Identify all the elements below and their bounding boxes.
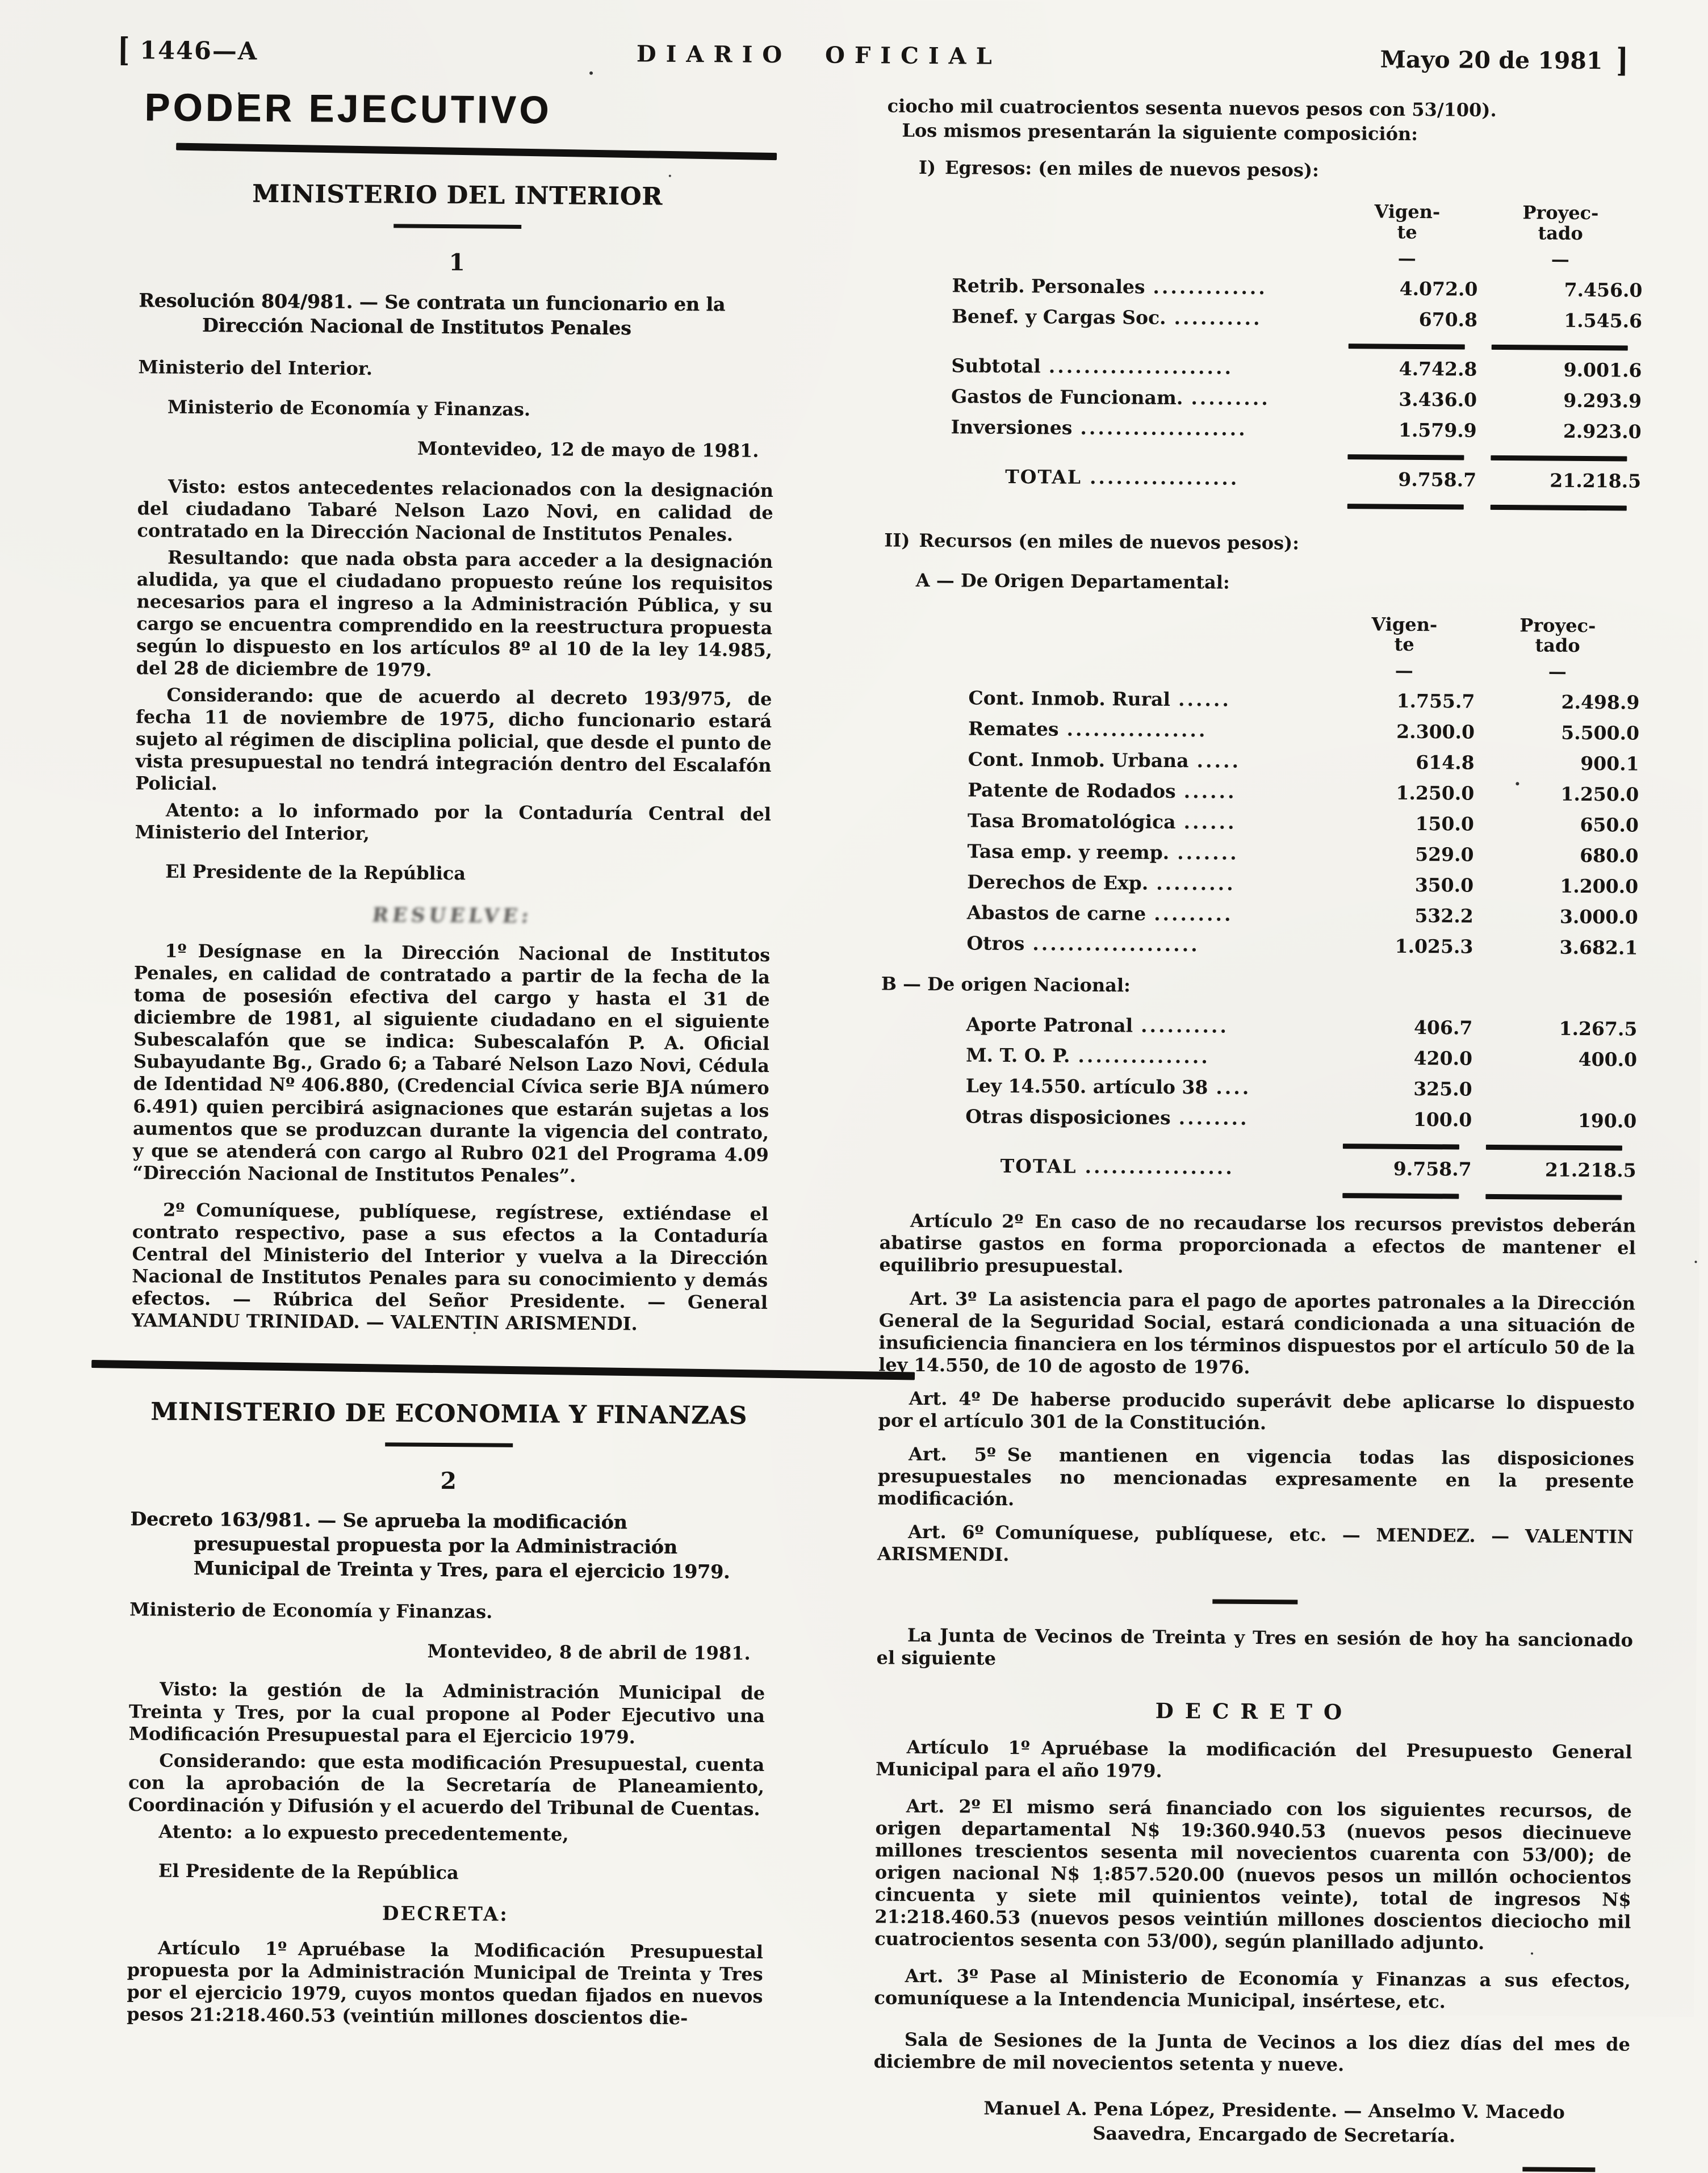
table-row: Aporte Patronal .......... 406.7 1.267.5	[966, 1013, 1638, 1040]
egresos-label: I) Egresos: (en miles de nuevos pesos):	[918, 156, 1319, 181]
right-edge-mark: ]	[1616, 41, 1629, 80]
egresos-table-header	[886, 199, 1643, 271]
table-rule	[885, 500, 1641, 510]
ministry-line: Ministerio de Economía y Finanzas.	[129, 1598, 493, 1623]
dateline: Montevideo, 8 de abril de 1981.	[427, 1640, 751, 1665]
resolution-items	[132, 940, 771, 1336]
junta-article: Art. 2º El mismo será financiado con los siguientes recursos, de origen departamental N$ 19:360.940.53 (nuevos pesos diecinueve millones trescientos sesenta mil novecientos cuarenta con 53/00); de origen nacional N$ 1:857.520.00 (nuevos pesos un millón ochocientos cincuenta y siete mil quinientos veinte), total de ingresos N$ 21:218.460.53 (nuevos pesos veintiún millones doscientos dieciocho mil cuatrocientos sesenta con 53/00), según planillado adjunto.	[874, 1795, 1632, 1954]
recursos-total-row: TOTAL ................. 9.758.7 21.218.5	[1000, 1154, 1636, 1182]
issue-date: Mayo 20 de 1981 ]	[1380, 41, 1629, 80]
right-column	[873, 95, 1643, 2172]
item-number-2: 2	[440, 1467, 457, 1495]
table-rule	[885, 451, 1641, 461]
signature-line: Manuel A. Pena López, Presidente. — Anselmo V. Macedo Saavedra, Encargado de Secretaría.	[983, 2097, 1565, 2147]
table-rule	[880, 1190, 1636, 1200]
ministry-economy-heading: MINISTERIO DE ECONOMIA Y FINANZAS	[150, 1397, 748, 1430]
table-row: Retrib. Personales ............. 4.072.0 7.456.0	[952, 274, 1643, 302]
table-row: Ley 14.550. artículo 38 .... 325.0	[965, 1074, 1472, 1100]
carryover-paragraph: Los mismos presentarán la siguiente composición:	[902, 119, 1418, 145]
body-paragraph: Considerando: que esta modificación Presupuestal, cuenta con la aprobación de la Secretaría de Planeamiento, Coordinación y Difusión y el acuerdo del Tribunal de Cuentas.	[128, 1749, 765, 1820]
article-paragraph: Artículo 1º Apruébase la Modificación Presupuestal propuesta por la Administración Municipal de Treinta y Tres por el ejercicio 1979, cuyos montos quedan fijados en nuevos pesos 21:218.460.53 (veintiún millones doscientos die-	[127, 1937, 764, 2029]
article-paragraph: Art. 5º Se mantienen en vigencia todas las disposiciones presupuestales no mencionadas expresamente en la presente modificación.	[877, 1443, 1635, 1510]
page-number: 1446—A	[139, 36, 258, 66]
left-column	[127, 79, 776, 2030]
egresos-total-row: TOTAL ................. 9.758.7 21.218.5	[1005, 465, 1642, 492]
resolution-headline: Resolución 804/981. — Se contrata un funcionario en la Dirección Nacional de Institutos Penales	[139, 289, 726, 340]
table-row: Derechos de Exp. ......... 350.0 1.200.0	[967, 870, 1639, 898]
table-row: Remates ................ 2.300.0 5.500.0	[968, 717, 1640, 744]
recursos-label: II) Recursos (en miles de nuevos pesos):	[884, 529, 1300, 554]
table-row: Tasa emp. y reemp. ....... 529.0 680.0	[967, 840, 1639, 867]
egresos-rows	[885, 354, 1642, 442]
resuelve-label: RESUELVE:	[371, 904, 534, 928]
decreto-title: DECRETO	[1155, 1698, 1354, 1724]
table-row: Abastos de carne ......... 532.2 3.000.0	[966, 901, 1638, 928]
table-row: M. T. O. P. ............... 420.0 400.0	[965, 1044, 1638, 1071]
ministry-line: Ministerio del Interior.	[138, 356, 373, 379]
bottom-right-rule	[1522, 2167, 1595, 2172]
table-row: Cont. Inmob. Rural ...... 1.755.7 2.498.9	[968, 686, 1640, 714]
table-row: Gastos de Funcionam. ......... 3.436.0 9.293.9	[951, 384, 1642, 412]
junta-articles	[874, 1736, 1632, 2015]
article-paragraph: Art. 4º De haberse producido superávit debe aplicarse lo dispuesto por el artículo 301 de la Constitución.	[878, 1388, 1635, 1434]
article-paragraph: Artículo 2º En caso de no recaudarse los recursos previstos deberán abatirse gastos en forma proporcionada a efectos de mantener el equilibrio presupuestal.	[879, 1209, 1636, 1278]
junta-article: Art. 3º Pase al Ministerio de Economía y Finanzas a sus efectos, comuníquese a la Intendencia Municipal, insértese, etc.	[874, 1965, 1631, 2013]
table-row: Otras disposiciones ........ 100.0 190.0	[965, 1105, 1637, 1132]
ministry-line: Ministerio de Economía y Finanzas.	[167, 396, 531, 420]
recursos-rows-departamental	[881, 686, 1639, 958]
section-separator	[91, 1360, 915, 1380]
decree-articles	[877, 1209, 1636, 1571]
resolution-item: 2º Comuníquese, publíquese, regístrese, extiéndase el contrato respectivo, pase a sus efectos a la Contaduría Central del Ministerio del Interior y vuelva a la Dirección Nacional de Institutos Penales para su conocimiento y demás efectos. — Rúbrica del Señor Presidente. — General YAMANDU TRINIDAD. — VALENTIN ARISMENDI.	[131, 1199, 769, 1335]
junta-separator-rule	[1212, 1600, 1297, 1605]
article-paragraph: Art. 3º La asistencia para el pago de aportes patronales a la Dirección General de la Seguridad Social, estará condicionada a una situación de insuficiencia financiera en los términos dispuestos por el artículo 50 de la ley 14.550, de 10 de agosto de 1976.	[878, 1287, 1636, 1379]
banner-rule	[176, 143, 777, 161]
body-paragraph: Atento: a lo informado por la Contaduría Central del Ministerio del Interior,	[135, 799, 772, 845]
decree-recitals	[128, 1678, 765, 1847]
junta-article: Artículo 1º Apruébase la modificación del Presupuesto General Municipal para el año 1979.	[876, 1736, 1632, 1782]
table-col-header-vigente: Vigen- te —	[1374, 200, 1441, 269]
dateline: Montevideo, 12 de mayo de 1981.	[417, 437, 759, 462]
table-row: Otros ................... 1.025.3 3.682.1	[966, 932, 1638, 959]
origin-a-label: A — De Origen Departamental:	[915, 569, 1230, 593]
president-line: El Presidente de la República	[158, 1860, 459, 1883]
item-number-1: 1	[449, 249, 466, 277]
resolution-item: 1º Desígnase en la Dirección Nacional de Institutos Penales, en calidad de contratado a partir de la fecha de la toma de posesión efectiva del cargo y hasta el 31 de diciembre de 1981, al siguiente ciudadano en el siguiente Subescalafón que se indica: Subescalafón P. A. Oficial Subayudante Bg., Grado 6; a Tabaré Nelson Lazo Novi, Cédula de Identidad Nº 406.880, (Credencial Cívica serie BJA número 6.491) quien percibirá asignaciones que estarán sujetas a los aumentos que se produzcan durante la vigencia del contrato, y que se atenderá con cargo al Rubro 021 del Programa 4.09 “Dirección Nacional de Institutos Penales”.	[132, 940, 771, 1187]
poder-ejecutivo-banner: PODER EJECUTIVO	[144, 85, 552, 132]
heading-rule	[393, 224, 521, 229]
carryover-paragraph: ciocho mil cuatrocientos sesenta nuevos pesos con 53/100).	[887, 95, 1497, 121]
masthead-title: DIARIO OFICIAL	[636, 40, 1002, 70]
egresos-rows	[886, 274, 1643, 332]
body-paragraph: Considerando: que de acuerdo al decreto 193/975, de fecha 11 de noviembre de 1975, dicho funcionario estará sujeto al régimen de disciplina policial, que desde el punto de vista presupuestal no tendrá integración dentro del Escalafón Policial.	[135, 684, 772, 795]
table-row: Inversiones ................... 1.579.9 2.923.0	[951, 415, 1642, 443]
table-col-header-vigente: Vigen- te —	[1371, 613, 1438, 682]
junta-intro: La Junta de Vecinos de Treinta y Tres en sesión de hoy ha sancionado el siguiente	[876, 1624, 1633, 1669]
left-edge-mark: [ 1446—A	[118, 31, 258, 69]
recursos-rows-nacional	[880, 1012, 1637, 1132]
decreta-label: DECRETA:	[382, 1902, 509, 1926]
body-paragraph: Visto: estos antecedentes relacionados con la designación del ciudadano Tabaré Nelson Lazo Novi, en calidad de contratado en la Dirección Nacional de Institutos Penales.	[137, 475, 774, 546]
body-paragraph: Visto: la gestión de la Administración Municipal de Treinta y Tres, por la cual propone al Poder Ejecutivo una Modificación Presupuestal para el Ejercicio 1979.	[128, 1678, 765, 1748]
table-rule	[886, 340, 1642, 350]
ministry-interior-heading: MINISTERIO DEL INTERIOR	[252, 179, 663, 211]
origin-b-label: B — De origen Nacional:	[881, 973, 1131, 997]
recursos-table-header	[884, 611, 1640, 683]
table-row: Benef. y Cargas Soc. .......... 670.8 1.545.6	[951, 304, 1643, 332]
body-paragraph: Atento: a lo expuesto precedentemente,	[158, 1820, 569, 1845]
page-header	[0, 0, 1708, 80]
table-row: Patente de Rodados ...... 1.250.0 1.250.0	[968, 778, 1639, 806]
table-row: Subtotal ..................... 4.742.8 9.001.6	[951, 354, 1642, 382]
table-col-header-proyectado: Proyec- tado —	[1519, 614, 1596, 683]
closing-paragraph: Sala de Sesiones de la Junta de Vecinos a los diez días del mes de diciembre de mil novecientos setenta y nueve.	[873, 2028, 1631, 2076]
table-row: Tasa Bromatológica ...... 150.0 650.0	[967, 809, 1639, 836]
table-row: Cont. Inmob. Urbana ..... 614.8 900.1	[968, 748, 1639, 775]
table-col-header-proyectado: Proyec- tado —	[1522, 202, 1599, 270]
heading-rule	[385, 1442, 513, 1447]
resolution-recitals	[135, 475, 774, 848]
table-rule	[880, 1140, 1636, 1150]
body-paragraph: Resultando: que nada obsta para acceder a la designación aludida, ya que el ciudadano propuesto reúne los requisitos necesarios para el ingreso a la Administración Pública, y su cargo se encuentra comprendido en la reestructura propuesta según lo dispuesto en los artículos 8º al 10 de la ley 14.985, del 28 de diciembre de 1979.	[136, 546, 773, 681]
president-line: El Presidente de la República	[165, 860, 466, 885]
decree-headline: Decreto 163/981. — Se aprueba la modificación presupuestal propuesta por la Administración Municipal de Treinta y Tres, para el ejercicio 1979.	[130, 1508, 730, 1583]
article-paragraph: Art. 6º Comuníquese, publíquese, etc. — MENDEZ. — VALENTIN ARISMENDI.	[877, 1521, 1634, 1566]
